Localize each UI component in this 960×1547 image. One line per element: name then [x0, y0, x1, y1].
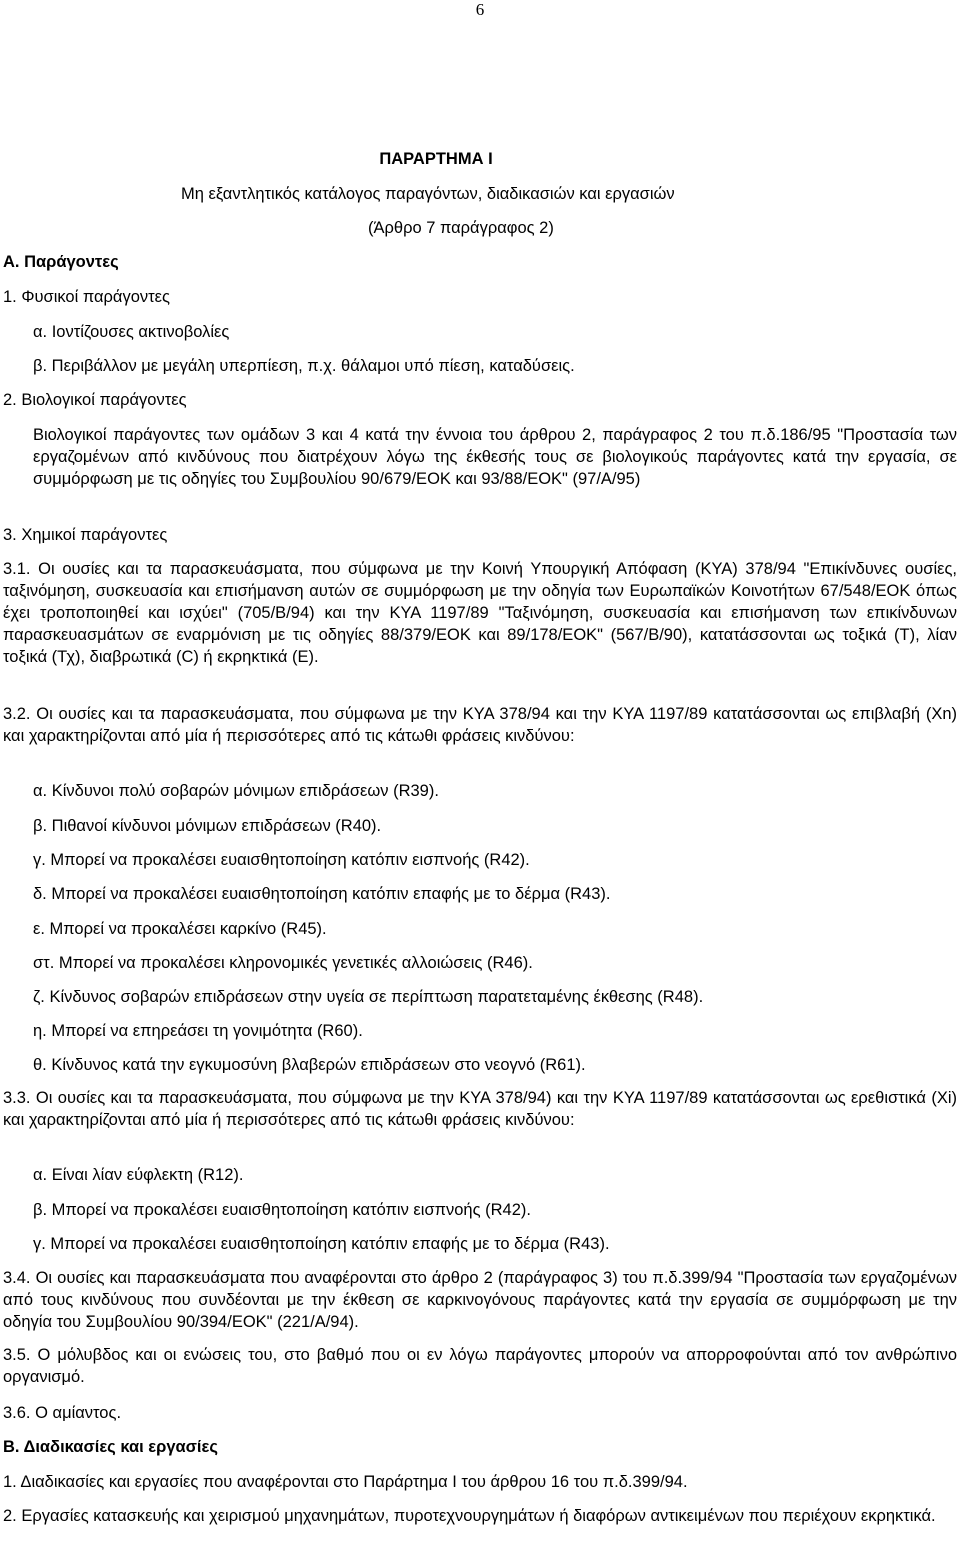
- list-item: 2. Εργασίες κατασκευής και χειρισμού μηχανημάτων, πυροτεχνουργημάτων ή διαφόρων αντικειμένων που περιέχουν εκρηκτικά.: [3, 1507, 936, 1525]
- list-item: ζ. Κίνδυνος σοβαρών επιδράσεων στην υγεία σε περίπτωση παρατεταμένης έκθεσης (R48).: [33, 988, 704, 1006]
- list-item: γ. Μπορεί να προκαλέσει ευαισθητοποίηση κατόπιν εισπνοής (R42).: [33, 851, 530, 869]
- paragraph-3-3: 3.3. Οι ουσίες και τα παρασκευάσματα, που σύμφωνα με την ΚΥΑ 378/94) και την ΚΥΑ 1197/89 κατατάσσονται ως ερεθιστικά (Χi) και χαρακτηρίζονται από μία ή περισσότερες από τις κάτωθι φράσεις κινδύνου:: [3, 1089, 957, 1129]
- physical-factors-heading: 1. Φυσικοί παράγοντες: [3, 288, 170, 306]
- list-item: α. Είναι λίαν εύφλεκτη (R12).: [33, 1166, 244, 1184]
- annex-title: ΠΑΡΑΡΤΗΜΑ Ι: [379, 150, 493, 168]
- paragraph-3-1: 3.1. Οι ουσίες και τα παρασκευάσματα, που σύμφωνα με την Κοινή Υπουργική Απόφαση (ΚΥΑ) 378/94 "Επικίνδυνες ουσίες, ταξινόμηση, συσκευασία και επισήμανση αυτών σε συμμόρφωση με την οδηγία των Ευρωπαϊκών Κοινοτήτων 67/548/ΕΟΚ όπως έχει τροποποιηθεί και ισχύει" (705/Β/94) και την ΚΥΑ 1197/89 "Ταξινόμηση, συσκευασία και επισήμανση των επικίνδυνων παρασκευασμάτων σε εναρμόνιση με τις οδηγίες 88/379/ΕΟΚ και 89/178/ΕΟΚ" (567/Β/90), κατατάσσονται ως τοξικά (Τ), λίαν τοξικά (Τχ), διαβρωτικά (C) ή εκρηκτικά (Ε).: [3, 560, 957, 666]
- section-b-heading: Β. Διαδικασίες και εργασίες: [3, 1438, 218, 1456]
- page-number: 6: [475, 0, 485, 19]
- list-item: θ. Κίνδυνος κατά την εγκυμοσύνη βλαβερών επιδράσεων στο νεογνό (R61).: [33, 1056, 586, 1074]
- list-item: ε. Μπορεί να προκαλέσει καρκίνο (R45).: [33, 920, 327, 938]
- list-item: 1. Διαδικασίες και εργασίες που αναφέρονται στο Παράρτημα Ι του άρθρου 16 του π.δ.399/94.: [3, 1473, 688, 1491]
- list-item: β. Μπορεί να προκαλέσει ευαισθητοποίηση κατόπιν εισπνοής (R42).: [33, 1201, 531, 1219]
- list-item: στ. Μπορεί να προκαλέσει κληρονομικές γενετικές αλλοιώσεις (R46).: [33, 954, 533, 972]
- annex-reference: (Άρθρο 7 παράγραφος 2): [368, 219, 554, 237]
- list-item: α. Ιοντίζουσες ακτινοβολίες: [33, 323, 230, 341]
- paragraph-3-5: 3.5. Ο μόλυβδος και οι ενώσεις του, στο βαθμό που οι εν λόγω παράγοντες μπορούν να απορροφούνται από τον ανθρώπινο οργανισμό.: [3, 1346, 957, 1386]
- list-item: β. Πιθανοί κίνδυνοι μόνιμων επιδράσεων (R40).: [33, 817, 382, 835]
- list-item: δ. Μπορεί να προκαλέσει ευαισθητοποίηση κατόπιν επαφής με το δέρμα (R43).: [33, 885, 611, 903]
- paragraph-3-2: 3.2. Οι ουσίες και τα παρασκευάσματα, που σύμφωνα με την ΚΥΑ 378/94 και την ΚΥΑ 1197/89 κατατάσσονται ως επιβλαβή (Χn) και χαρακτηρίζονται από μία ή περισσότερες από τις κάτωθι φράσεις κινδύνου:: [3, 705, 957, 745]
- annex-subtitle: Μη εξαντλητικός κατάλογος παραγόντων, διαδικασιών και εργασιών: [181, 185, 675, 203]
- list-item: β. Περιβάλλον με μεγάλη υπερπίεση, π.χ. θάλαμοι υπό πίεση, καταδύσεις.: [33, 357, 575, 375]
- biological-factors-heading: 2. Βιολογικοί παράγοντες: [3, 391, 187, 409]
- paragraph-3-4: 3.4. Οι ουσίες και παρασκευάσματα που αναφέρονται στο άρθρο 2 (παράγραφος 3) του π.δ.399/94 "Προστασία των εργαζομένων από τους κινδύνους που συνδέονται με την έκθεση σε καρκινογόνους παράγοντες κατά την εργασία σε συμμόρφωση με την οδηγία του Συμβουλίου 90/394/ΕΟΚ" (221/Α/94).: [3, 1269, 957, 1331]
- section-a-heading: Α. Παράγοντες: [3, 253, 119, 271]
- list-item: η. Μπορεί να επηρεάσει τη γονιμότητα (R60).: [33, 1022, 363, 1040]
- biological-factors-text: Βιολογικοί παράγοντες των ομάδων 3 και 4 κατά την έννοια του άρθρου 2, παράγραφος 2 του π.δ.186/95 "Προστασία των εργαζομένων από κινδύνους που διατρέχουν λόγω της έκθεσής τους σε βιολογικούς παράγοντες κατά την εργασία, σε συμμόρφωση με τις οδηγίες του Συμβουλίου 90/679/ΕΟΚ και 93/88/ΕΟΚ" (97/Α/95): [33, 426, 957, 488]
- paragraph-3-6: 3.6. Ο αμίαντος.: [3, 1404, 122, 1422]
- list-item: α. Κίνδυνοι πολύ σοβαρών μόνιμων επιδράσεων (R39).: [33, 782, 439, 800]
- chemical-factors-heading: 3. Χημικοί παράγοντες: [3, 526, 168, 544]
- list-item: γ. Μπορεί να προκαλέσει ευαισθητοποίηση κατόπιν επαφής με το δέρμα (R43).: [33, 1235, 610, 1253]
